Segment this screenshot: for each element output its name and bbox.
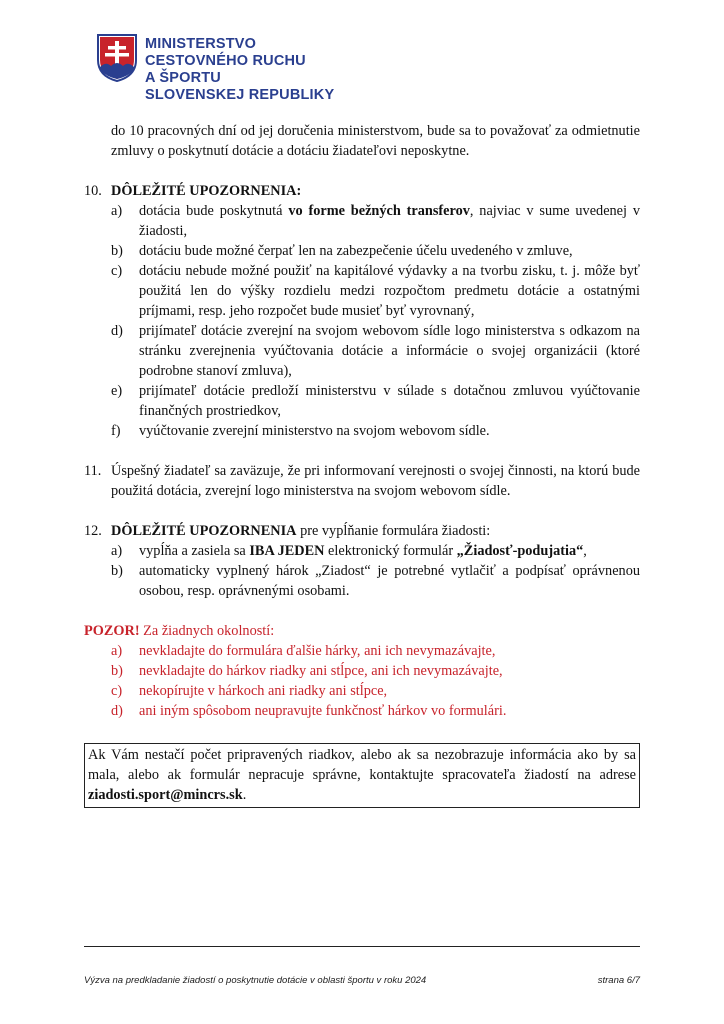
list-item	[84, 681, 640, 701]
warning-section	[84, 621, 640, 721]
item-text: nekopírujte v hárkoch ani riadky ani stĺpce,	[139, 683, 388, 699]
coat-of-arms-icon	[97, 34, 137, 82]
page-number: strana 6/7	[597, 975, 640, 986]
contact-notice-box	[84, 743, 640, 808]
list-marker: c)	[111, 263, 123, 279]
notice-text: Ak Vám nestačí počet pripravených riadkov, alebo ak sa nezobrazuje informácia ako by sa mala, alebo ak formulár nepracuje správne, kontaktujte spracovateľa žiadostí na adrese	[88, 747, 636, 783]
list-marker: a)	[111, 643, 123, 659]
item-text: ,	[583, 543, 587, 559]
list-marker: e)	[111, 383, 123, 399]
section-number: 11.	[84, 463, 102, 479]
item-text: nevkladajte do formulára ďalšie hárky, ani ich nevymazávajte,	[139, 643, 496, 659]
item-bold-text: „Žiadosť-podujatia“	[456, 543, 584, 559]
list-item	[84, 381, 640, 421]
section-12	[84, 521, 640, 601]
contact-email[interactable]: ziadosti.sport@mincrs.sk	[88, 787, 243, 803]
section-title-rest: pre vypĺňanie formulára žiadosti:	[296, 523, 491, 539]
item-text: dotáciu bude možné čerpať len na zabezpečenie účelu uvedeného v zmluve,	[139, 243, 573, 259]
logo-line: A ŠPORTU	[145, 70, 221, 86]
page-footer	[84, 975, 640, 986]
item-text: vypĺňa a zasiela sa	[139, 543, 250, 559]
list-marker: f)	[111, 423, 121, 439]
list-marker: b)	[111, 563, 123, 579]
list-marker: a)	[111, 543, 123, 559]
item-bold-text: IBA JEDEN	[249, 543, 325, 559]
item-text: prijímateľ dotácie predloží ministerstvu v súlade s dotačnou zmluvou vyúčtovanie finančných prostriedkov,	[139, 383, 640, 419]
ministry-name	[145, 36, 334, 104]
logo-line: CESTOVNÉHO RUCHU	[145, 53, 306, 69]
list-marker: b)	[111, 663, 123, 679]
section-title: DÔLEŽITÉ UPOZORNENIA:	[111, 183, 302, 199]
item-text: prijímateľ dotácie zverejní na svojom webovom sídle logo ministerstva s odkazom na stránku zverejnenia vyúčtovania dotácie a informácie o svojej organizácii (ktoré podrobne stanoví zmluva),	[139, 323, 640, 379]
list-item	[84, 421, 640, 441]
section-number: 10.	[84, 183, 102, 199]
warning-text: Za žiadnych okolností:	[139, 623, 275, 639]
item-bold-text: vo forme bežných transferov	[288, 203, 470, 219]
form-instructions-list	[84, 541, 640, 601]
item-text: ani iným spôsobom neupravujte funkčnosť hárkov vo formulári.	[139, 703, 507, 719]
list-item	[84, 701, 640, 721]
warning-list	[84, 641, 640, 721]
logo-line: MINISTERSTVO	[145, 36, 257, 52]
section-text: Úspešný žiadateľ sa zaväzuje, že pri informovaní verejnosti o svojej činnosti, na ktorú bude použitá dotácia, zverejní logo ministerstva na svojom webovom sídle.	[111, 463, 640, 499]
item-text: nevkladajte do hárkov riadky ani stĺpce, ani ich nevymazávajte,	[139, 663, 503, 679]
warning-label: POZOR!	[84, 623, 140, 639]
intro-paragraph: do 10 pracovných dní od jej doručenia ministerstvom, bude sa to považovať za odmietnutie zmluvy o poskytnutí dotácie a dotáciu žiadateľovi neposkytne.	[111, 123, 640, 159]
footer-divider	[84, 946, 640, 947]
warnings-list	[84, 201, 640, 441]
section-11	[84, 461, 640, 501]
ministry-logo	[97, 34, 337, 108]
section-title: DÔLEŽITÉ UPOZORNENIA	[111, 523, 297, 539]
item-text: dotáciu nebude možné použiť na kapitálové výdavky a na tvorbu zisku, t. j. môže byť použitá len do výšky rozdielu medzi rozpočtom predmetu dotácie a ostatnými príjmami, resp. jeho rozpočet bude musieť byť vyrovnaný,	[139, 263, 640, 319]
list-item	[84, 541, 640, 561]
list-item	[84, 321, 640, 381]
item-text: , najviac v sume uvedenej v žiadosti,	[139, 203, 640, 239]
list-item	[84, 261, 640, 321]
notice-end: .	[242, 787, 247, 803]
document-body	[84, 121, 640, 808]
item-text: dotácia bude poskytnutá	[139, 203, 289, 219]
item-text: elektronický formulár	[324, 543, 457, 559]
footer-title: Výzva na predkladanie žiadostí o poskytnutie dotácie v oblasti športu v roku 2024	[84, 975, 427, 986]
item-text: vyúčtovanie zverejní ministerstvo na svojom webovom sídle.	[139, 423, 490, 439]
list-item	[84, 661, 640, 681]
section-10	[84, 181, 640, 441]
list-marker: b)	[111, 243, 123, 259]
list-item	[84, 561, 640, 601]
list-marker: d)	[111, 323, 123, 339]
section-number: 12.	[84, 523, 102, 539]
list-item	[84, 641, 640, 661]
item-text: automaticky vyplnený hárok „Ziadost“ je potrebné vytlačiť a podpísať oprávnenou osobou, resp. oprávnenými osobami.	[139, 563, 640, 599]
list-marker: c)	[111, 683, 123, 699]
list-marker: d)	[111, 703, 123, 719]
list-item	[84, 201, 640, 241]
list-item	[84, 241, 640, 261]
logo-line: SLOVENSKEJ REPUBLIKY	[145, 87, 335, 103]
list-marker: a)	[111, 203, 123, 219]
